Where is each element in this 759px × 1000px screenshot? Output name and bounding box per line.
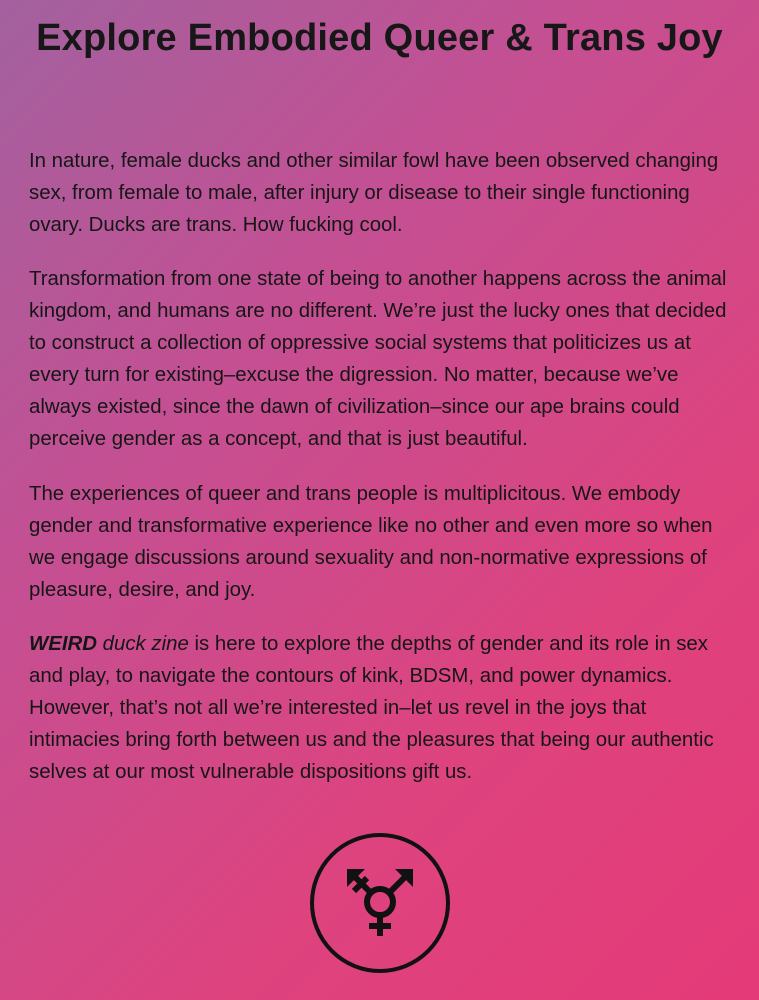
paragraph-weird-duck-zine — [29, 628, 734, 788]
paragraph-ducks: In nature, female ducks and other similar fowl have been observed changing sex, from female to male, after injury or disease to their single functioning ovary. Ducks are trans. How fucking cool. — [29, 150, 719, 236]
closing-text: is here to explore the depths of gender and its role in sex and play, to navigate the contours of kink, BDSM, and power dynamics. However, that’s not all we’re interested in–let us revel in the joys that intimacies bring forth between us and the pleasures that being our authentic selves at our most vulnerable dispositions gift us. — [29, 633, 714, 783]
transgender-symbol-icon — [309, 832, 451, 974]
article-body — [29, 145, 734, 810]
duck-zine-text: duck zine — [102, 633, 189, 655]
paragraph-transformation: Transformation from one state of being to another happens across the animal kingdom, and humans are no different. We’re just the lucky ones that decided to construct a collection of oppressive social systems that politicizes us at every turn for existing–excuse the digression. No matter, because we’ve always existed, since the dawn of civilization–since our ape brains could perceive gender as a concept, and that is just beautiful. — [29, 268, 727, 450]
paragraph-experiences: The experiences of queer and trans people is multiplicitous. We embody gender and transformative experience like no other and even more so when we engage discussions around sexuality and non-normative expressions of pleasure, desire, and joy. — [29, 483, 713, 601]
page-title: Explore Embodied Queer & Trans Joy — [36, 17, 723, 59]
weird-brand-text: WEIRD — [29, 633, 97, 655]
